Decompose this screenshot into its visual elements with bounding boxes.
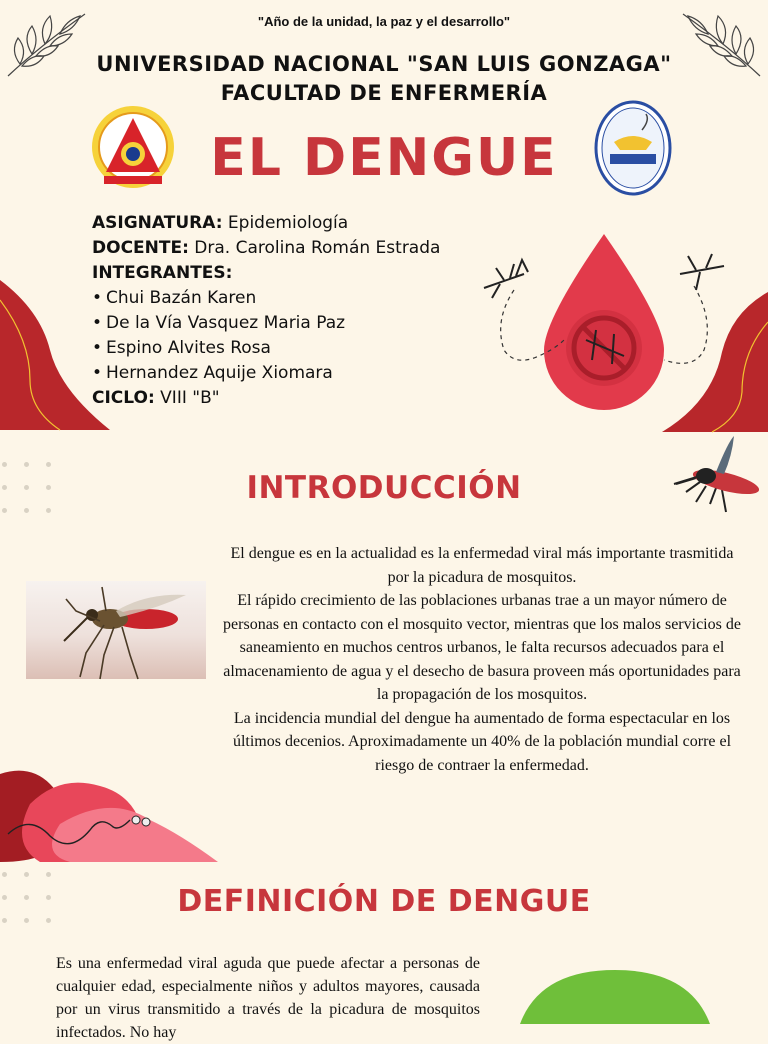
decorative-blob-pink: [0, 764, 220, 862]
faculty-logo: [594, 100, 672, 196]
mosquito-icon: [680, 254, 724, 290]
members-list: [92, 286, 440, 386]
cycle-value: VIII "B": [160, 388, 220, 408]
cycle-label: CICLO:: [92, 388, 155, 408]
mosquito-photo: [26, 581, 206, 679]
course-info: [92, 211, 440, 411]
mosquito-icon: [666, 432, 768, 530]
faculty-name: FACULTAD DE ENFERMERÍA: [220, 81, 548, 105]
list-item: • De la Vía Vasquez Maria Paz: [92, 311, 440, 336]
subject-value: Epidemiología: [227, 213, 349, 233]
mosquito-icon: [484, 260, 528, 298]
blood-drop-icon: [474, 230, 730, 410]
teacher-label: DOCENTE:: [92, 238, 189, 258]
subject-label: ASIGNATURA:: [92, 213, 223, 233]
subject-line: [92, 211, 440, 236]
list-item: • Espino Alvites Rosa: [92, 336, 440, 361]
cycle-line: [92, 386, 440, 411]
teacher-value: Dra. Carolina Román Estrada: [194, 238, 441, 258]
motto: "Año de la unidad, la paz y el desarrollo": [257, 14, 511, 29]
definition-title: DEFINICIÓN DE DENGUE: [177, 884, 591, 919]
intro-paragraph: El dengue es en la actualidad es la enfermedad viral más importante trasmitida por la picadura de mosquitos.: [230, 545, 734, 586]
members-label: INTEGRANTES:: [92, 263, 233, 283]
list-item: • Hernandez Aquije Xiomara: [92, 361, 440, 386]
university-name: UNIVERSIDAD NACIONAL "SAN LUIS GONZAGA": [96, 52, 672, 76]
intro-paragraph: El rápido crecimiento de las poblaciones urbanas trae a un mayor número de personas en contacto con el mosquito vector, mientras que los malos servicios de saneamiento en muchos centros urbanos, le falta recursos adecuados para el almacenamiento de agua y el desecho de basura proveen más oportunidades para la propagación de los mosquitos.: [223, 592, 741, 703]
intro-title: INTRODUCCIÓN: [246, 470, 522, 506]
teacher-line: [92, 236, 440, 261]
decorative-blob-left: [0, 280, 110, 432]
intro-text: [222, 542, 742, 777]
intro-paragraph: La incidencia mundial del dengue ha aumentado de forma espectacular en los últimos decenios. Aproximadamente un 40% de la población mundial corre el riesgo de contraer la enfermedad.: [232, 709, 732, 774]
definition-text: Es una enfermedad viral aguda que puede afectar a personas de cualquier edad, especialmente niños y adultos mayores, causada por un virus transmitido a través de la picadura de mosquitos infectados. No hay: [56, 955, 480, 1041]
page-title: EL DENGUE: [210, 128, 558, 188]
decorative-green-circle: [520, 970, 710, 1024]
list-item: • Chui Bazán Karen: [92, 286, 440, 311]
